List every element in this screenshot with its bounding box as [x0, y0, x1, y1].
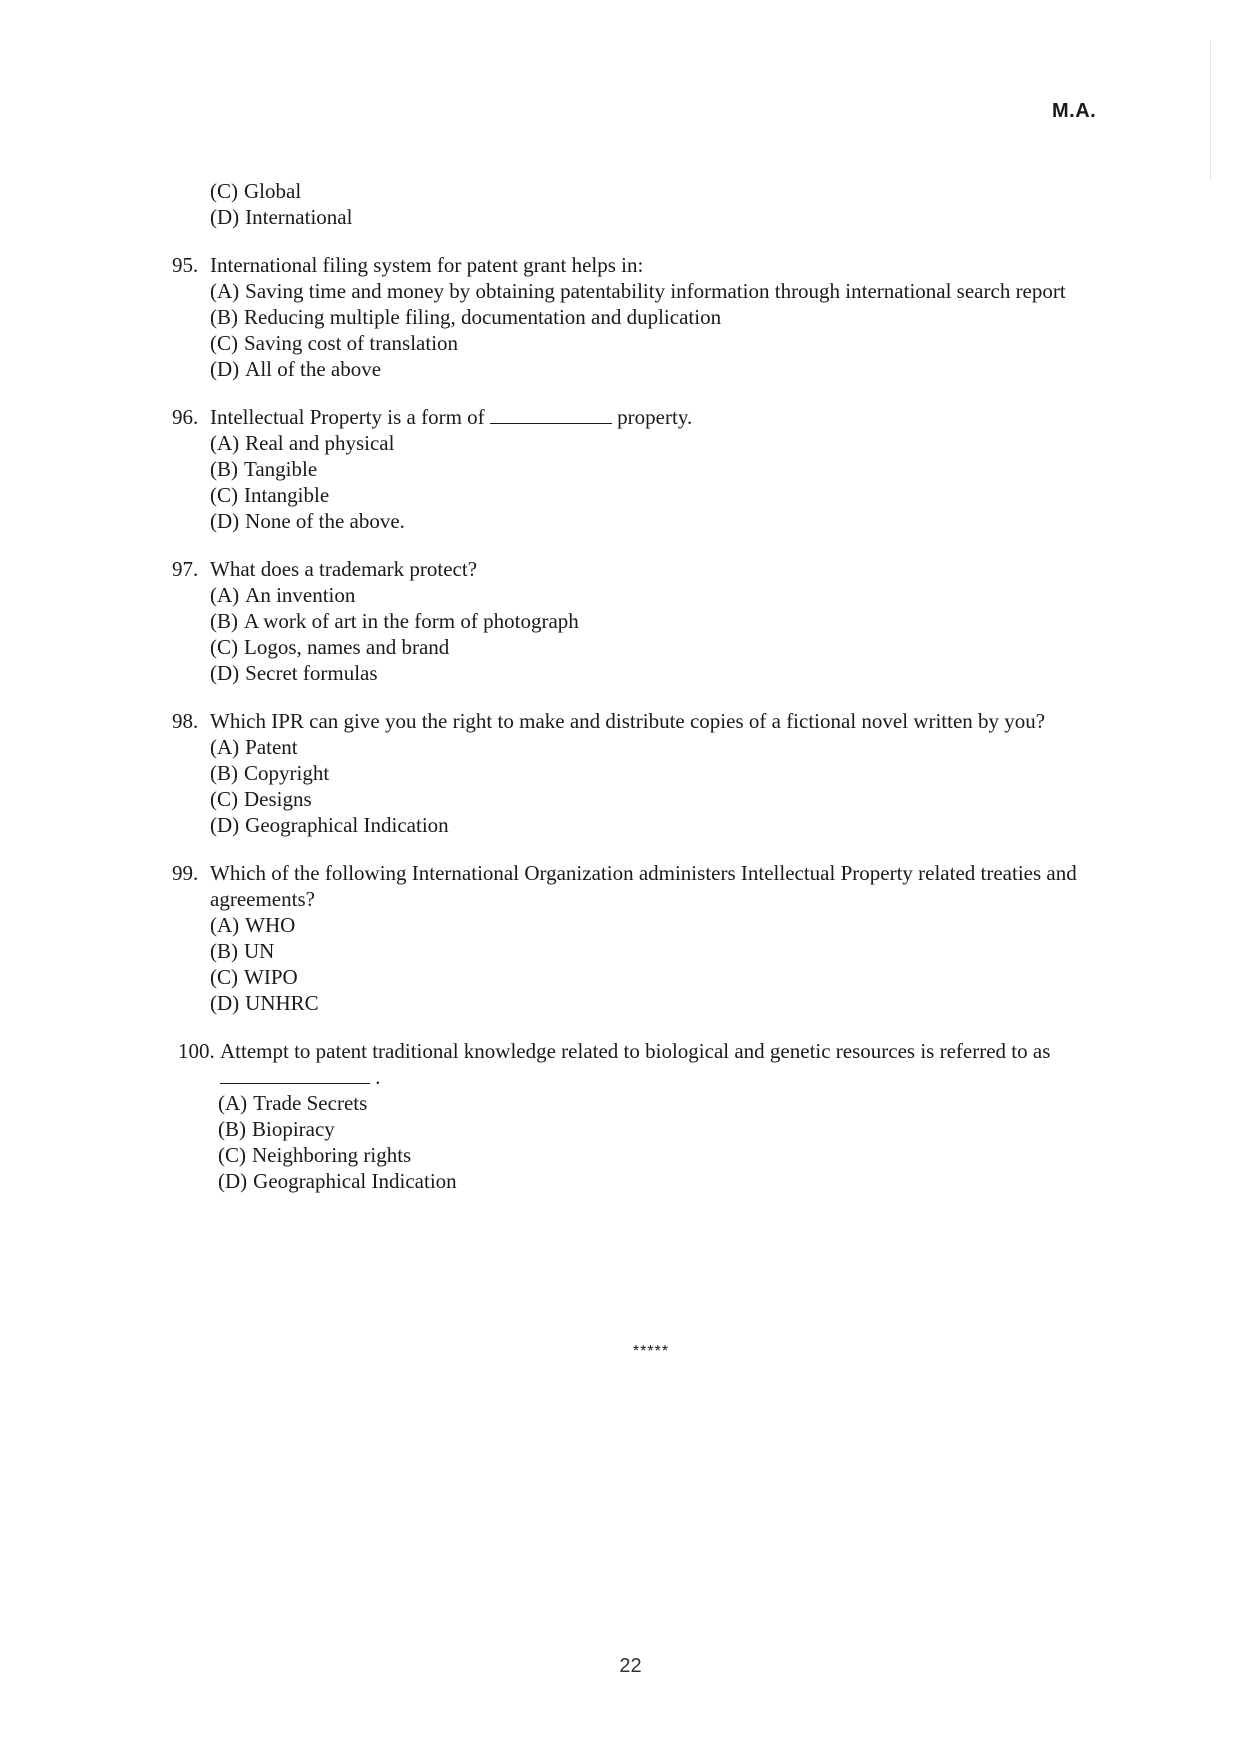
- option-label: (A): [210, 431, 240, 455]
- question-text: Which IPR can give you the right to make and distribute copies of a fictional novel written by you?: [210, 709, 1046, 733]
- question-number: 97.: [172, 557, 199, 581]
- option-text: UN: [244, 939, 275, 963]
- question-number: 99.: [172, 861, 199, 885]
- course-tag: M.A.: [1052, 100, 1097, 122]
- option-label: (C): [210, 965, 238, 989]
- option-label: (D): [210, 509, 240, 533]
- fill-in-blank: [490, 405, 612, 424]
- option: [210, 356, 1132, 382]
- option: [210, 912, 1132, 938]
- question-text: What does a trademark protect?: [210, 557, 478, 581]
- option-list: [172, 734, 1132, 838]
- option-label: (B): [210, 939, 238, 963]
- option: [210, 204, 1132, 230]
- option-label: (B): [210, 457, 238, 481]
- question-text-after: property.: [617, 405, 693, 429]
- question-list: [172, 178, 1132, 1216]
- option: [210, 430, 1132, 456]
- option: [210, 278, 1132, 304]
- option: [210, 508, 1132, 534]
- option-text: Copyright: [244, 761, 330, 785]
- question-text-before: Intellectual Property is a form of: [210, 405, 485, 429]
- option-text: Biopiracy: [252, 1117, 335, 1141]
- question-text: [210, 404, 1132, 430]
- option-text: Intangible: [244, 483, 330, 507]
- end-of-paper-mark: *****: [632, 1343, 670, 1360]
- option-label: (B): [218, 1117, 246, 1141]
- scan-edge: [1210, 40, 1211, 180]
- option-list: [172, 582, 1132, 686]
- option-label: (C): [210, 787, 238, 811]
- option: [210, 608, 1132, 634]
- option-text: Secret formulas: [245, 661, 378, 685]
- option-label: (A): [210, 735, 240, 759]
- option-label: (A): [210, 913, 240, 937]
- option-label: (C): [210, 635, 238, 659]
- option-text: Logos, names and brand: [244, 635, 450, 659]
- option-label: (B): [210, 305, 238, 329]
- option: [210, 582, 1132, 608]
- fill-in-blank: [220, 1065, 370, 1084]
- question-text-after: .: [375, 1065, 381, 1089]
- question-100: [172, 1038, 1132, 1194]
- option-text: A work of art in the form of photograph: [244, 609, 579, 633]
- option-label: (D): [210, 205, 240, 229]
- option-text: Tangible: [244, 457, 318, 481]
- question-number: 95.: [172, 253, 199, 277]
- option: [210, 634, 1132, 660]
- option-text: Geographical Indication: [253, 1169, 457, 1193]
- option-label: (D): [210, 991, 240, 1015]
- option-label: (C): [210, 179, 238, 203]
- option: [218, 1090, 1132, 1116]
- option-text: Real and physical: [245, 431, 395, 455]
- option-text: None of the above.: [245, 509, 405, 533]
- option-text: WIPO: [244, 965, 298, 989]
- option-list: [172, 430, 1132, 534]
- option-text: Saving time and money by obtaining patentability information through international search report: [245, 279, 1066, 303]
- option: [210, 786, 1132, 812]
- option-text: Saving cost of translation: [244, 331, 459, 355]
- option-label: (B): [210, 609, 238, 633]
- question-text: [220, 1038, 1132, 1090]
- option-label: (D): [218, 1169, 248, 1193]
- option-text: Neighboring rights: [252, 1143, 412, 1167]
- option: [210, 178, 1132, 204]
- option-list: [172, 912, 1132, 1016]
- option-text: Global: [244, 179, 302, 203]
- option-text: All of the above: [245, 357, 382, 381]
- option: [218, 1116, 1132, 1142]
- option-label: (B): [210, 761, 238, 785]
- option: [210, 482, 1132, 508]
- option-label: (D): [210, 357, 240, 381]
- option-text: Reducing multiple filing, documentation and duplication: [244, 305, 722, 329]
- option: [210, 330, 1132, 356]
- option: [210, 990, 1132, 1016]
- option: [210, 456, 1132, 482]
- question-96: [172, 404, 1132, 534]
- question-number: 98.: [172, 709, 199, 733]
- option-label: (C): [210, 331, 238, 355]
- option: [210, 304, 1132, 330]
- option-label: (D): [210, 661, 240, 685]
- question-text: International filing system for patent grant helps in:: [210, 253, 644, 277]
- option-list: [178, 1090, 1132, 1194]
- option-label: (A): [210, 279, 240, 303]
- option-label: (A): [218, 1091, 248, 1115]
- question-text: Which of the following International Organization administers Intellectual Property related treaties and agreements?: [210, 861, 1077, 911]
- question-99: [172, 860, 1132, 1016]
- option-label: (A): [210, 583, 240, 607]
- option-list: [172, 278, 1132, 382]
- option-text: WHO: [245, 913, 296, 937]
- option: [210, 938, 1132, 964]
- option-label: (D): [210, 813, 240, 837]
- option-text: Designs: [244, 787, 312, 811]
- option-text: Geographical Indication: [245, 813, 449, 837]
- option-text: International: [245, 205, 353, 229]
- option-label: (C): [210, 483, 238, 507]
- question-number: 100.: [178, 1039, 215, 1063]
- option: [210, 734, 1132, 760]
- option-label: (C): [218, 1143, 246, 1167]
- question-text-before: Attempt to patent traditional knowledge related to biological and genetic resources is referred to as: [220, 1039, 1051, 1063]
- question-97: [172, 556, 1132, 686]
- option-text: UNHRC: [245, 991, 319, 1015]
- option-text: An invention: [245, 583, 356, 607]
- option: [218, 1168, 1132, 1194]
- carryover-options: [172, 178, 1132, 230]
- option: [210, 760, 1132, 786]
- question-98: [172, 708, 1132, 838]
- question-95: [172, 252, 1132, 382]
- option: [218, 1142, 1132, 1168]
- question-number: 96.: [172, 405, 199, 429]
- option-text: Patent: [245, 735, 298, 759]
- option: [210, 964, 1132, 990]
- page-number: 22: [619, 1655, 642, 1677]
- option: [210, 660, 1132, 686]
- option: [210, 812, 1132, 838]
- option-text: Trade Secrets: [253, 1091, 368, 1115]
